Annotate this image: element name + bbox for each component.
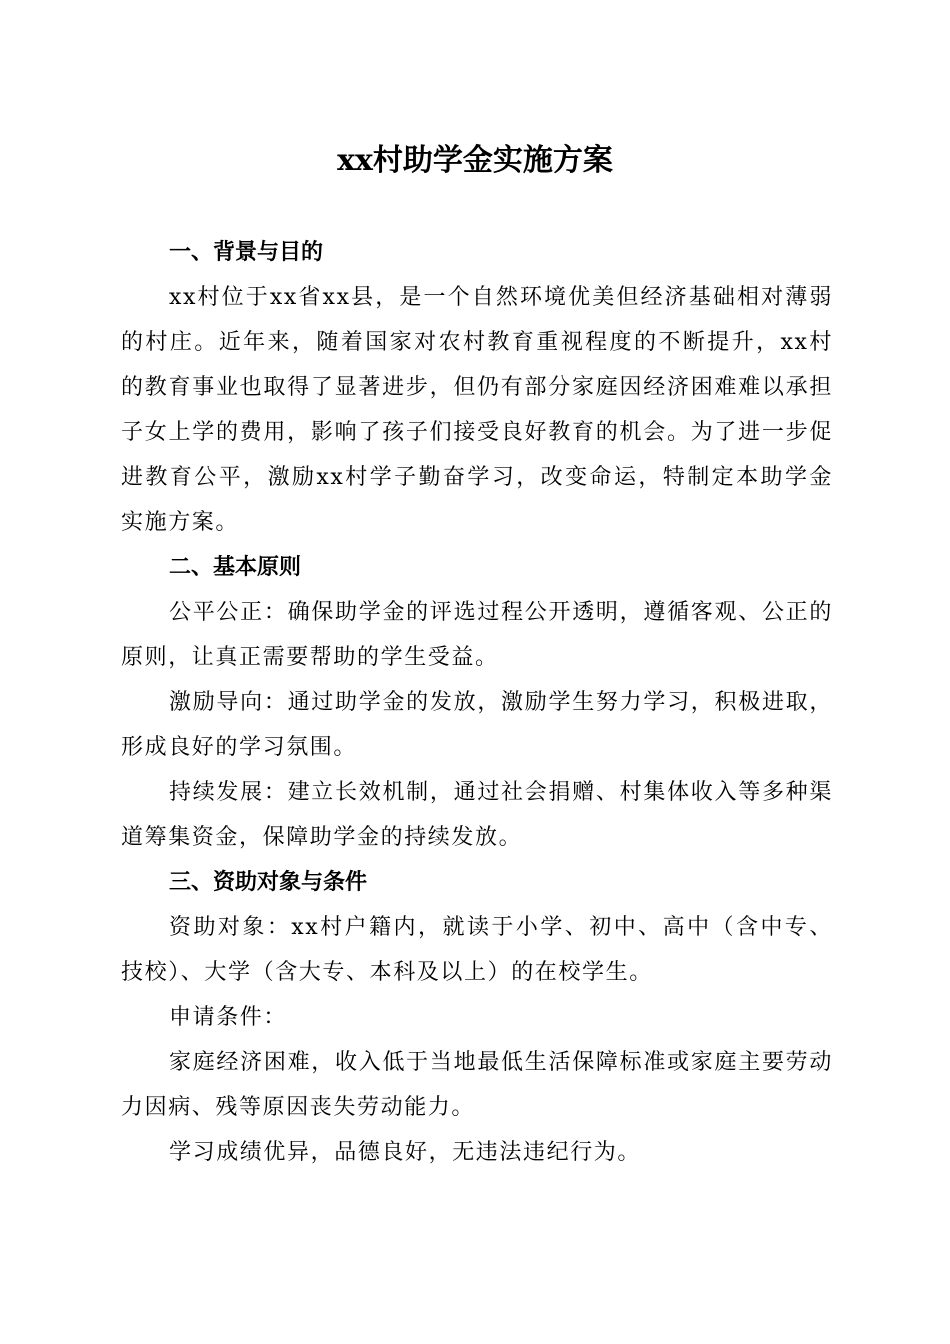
paragraph: 公平公正：确保助学金的评选过程公开透明，遵循客观、公正的原则，让真正需要帮助的学生受益。 bbox=[121, 600, 833, 670]
section-heading: 二、基本原则 bbox=[169, 555, 302, 580]
paragraph: 家庭经济困难，收入低于当地最低生活保障标准或家庭主要劳动力因病、残等原因丧失劳动能力。 bbox=[121, 1050, 833, 1120]
document-body bbox=[121, 230, 833, 1175]
document-title: xx村助学金实施方案 bbox=[337, 143, 613, 178]
section-heading: 三、资助对象与条件 bbox=[169, 870, 368, 895]
section-heading: 一、背景与目的 bbox=[169, 240, 324, 265]
paragraph: 申请条件： bbox=[169, 1005, 288, 1030]
paragraph: 激励导向：通过助学金的发放，激励学生努力学习，积极进取，形成良好的学习氛围。 bbox=[121, 690, 833, 760]
paragraph: xx村位于xx省xx县，是一个自然环境优美但经济基础相对薄弱的村庄。近年来，随着国家对农村教育重视程度的不断提升，xx村的教育事业也取得了显著进步，但仍有部分家庭因经济困难难以承担子女上学的费用，影响了孩子们接受良好教育的机会。为了进一步促进教育公平，激励xx村学子勤奋学习，改变命运，特制定本助学金实施方案。 bbox=[121, 285, 833, 535]
paragraph: 学习成绩优异，品德良好，无违法违纪行为。 bbox=[169, 1140, 642, 1165]
section-principles bbox=[121, 545, 833, 860]
paragraph: 资助对象：xx村户籍内，就读于小学、初中、高中（含中专、技校）、大学（含大专、本科及以上）的在校学生。 bbox=[121, 915, 833, 985]
section-eligibility bbox=[121, 860, 833, 1175]
section-background bbox=[121, 230, 833, 545]
paragraph: 持续发展：建立长效机制，通过社会捐赠、村集体收入等多种渠道筹集资金，保障助学金的持续发放。 bbox=[121, 780, 833, 850]
